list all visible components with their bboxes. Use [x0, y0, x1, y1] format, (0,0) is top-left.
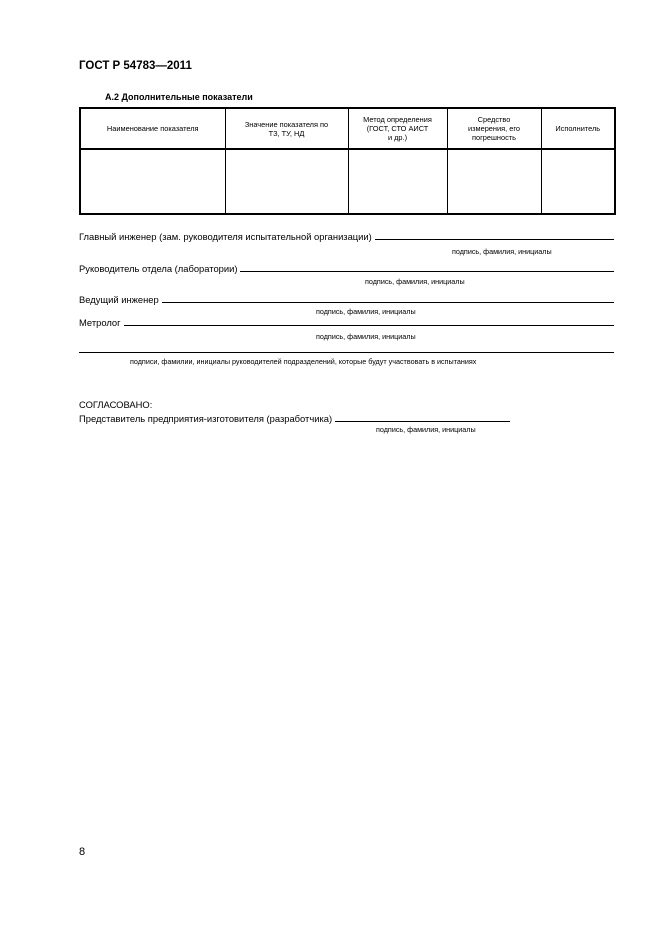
department-heads-signature-line — [79, 352, 614, 353]
col-header-executor: Исполнитель — [541, 108, 615, 149]
section-title: А.2 Дополнительные показатели — [105, 92, 253, 102]
indicators-table — [79, 107, 616, 215]
col-header-indicator-value: Значение показателя по ТЗ, ТУ, НД — [225, 108, 348, 149]
table-cell — [447, 149, 541, 214]
chief-engineer-signature-field — [79, 231, 614, 242]
department-head-signature-field — [79, 263, 614, 274]
metrologist-signature-field — [79, 317, 614, 328]
signature-line — [124, 324, 614, 326]
manufacturer-signature-field — [79, 413, 510, 424]
table-cell — [225, 149, 348, 214]
agreement-title: СОГЛАСОВАНО: — [79, 399, 153, 410]
col-header-method: Метод определения (ГОСТ, СТО АИСТ и др.) — [348, 108, 447, 149]
signature-line — [162, 301, 614, 303]
signature-line — [240, 270, 614, 272]
table-cell — [80, 149, 225, 214]
lead-engineer-label: Ведущий инженер — [79, 294, 159, 305]
col-header-measuring-tool: Средство измерения, его погрешность — [447, 108, 541, 149]
col-header-indicator-name: Наименование показателя — [80, 108, 225, 149]
table-cell — [348, 149, 447, 214]
standard-number: ГОСТ Р 54783—2011 — [79, 60, 192, 72]
lead-engineer-signature-field — [79, 294, 614, 305]
metrologist-label: Метролог — [79, 317, 121, 328]
signature-hint: подпись, фамилия, инициалы — [376, 425, 476, 434]
table-row — [80, 149, 615, 214]
table-header-row — [80, 108, 615, 149]
signature-hint: подпись, фамилия, инициалы — [316, 332, 416, 341]
chief-engineer-label: Главный инженер (зам. руководителя испытательной организации) — [79, 231, 372, 242]
signature-line — [375, 238, 614, 240]
signature-line — [335, 421, 510, 422]
page-number: 8 — [79, 846, 86, 858]
manufacturer-representative-label: Представитель предприятия-изготовителя (разработчика) — [79, 413, 333, 424]
department-head-label: Руководитель отдела (лаборатории) — [79, 263, 238, 274]
signature-hint: подпись, фамилия, инициалы — [365, 277, 465, 286]
signature-hint: подпись, фамилия, инициалы — [316, 307, 416, 316]
department-heads-hint: подписи, фамилии, инициалы руководителей подразделений, которые будут участвовать в испытаниях — [130, 357, 477, 366]
table-cell — [541, 149, 615, 214]
signature-hint: подпись, фамилия, инициалы — [452, 247, 552, 256]
